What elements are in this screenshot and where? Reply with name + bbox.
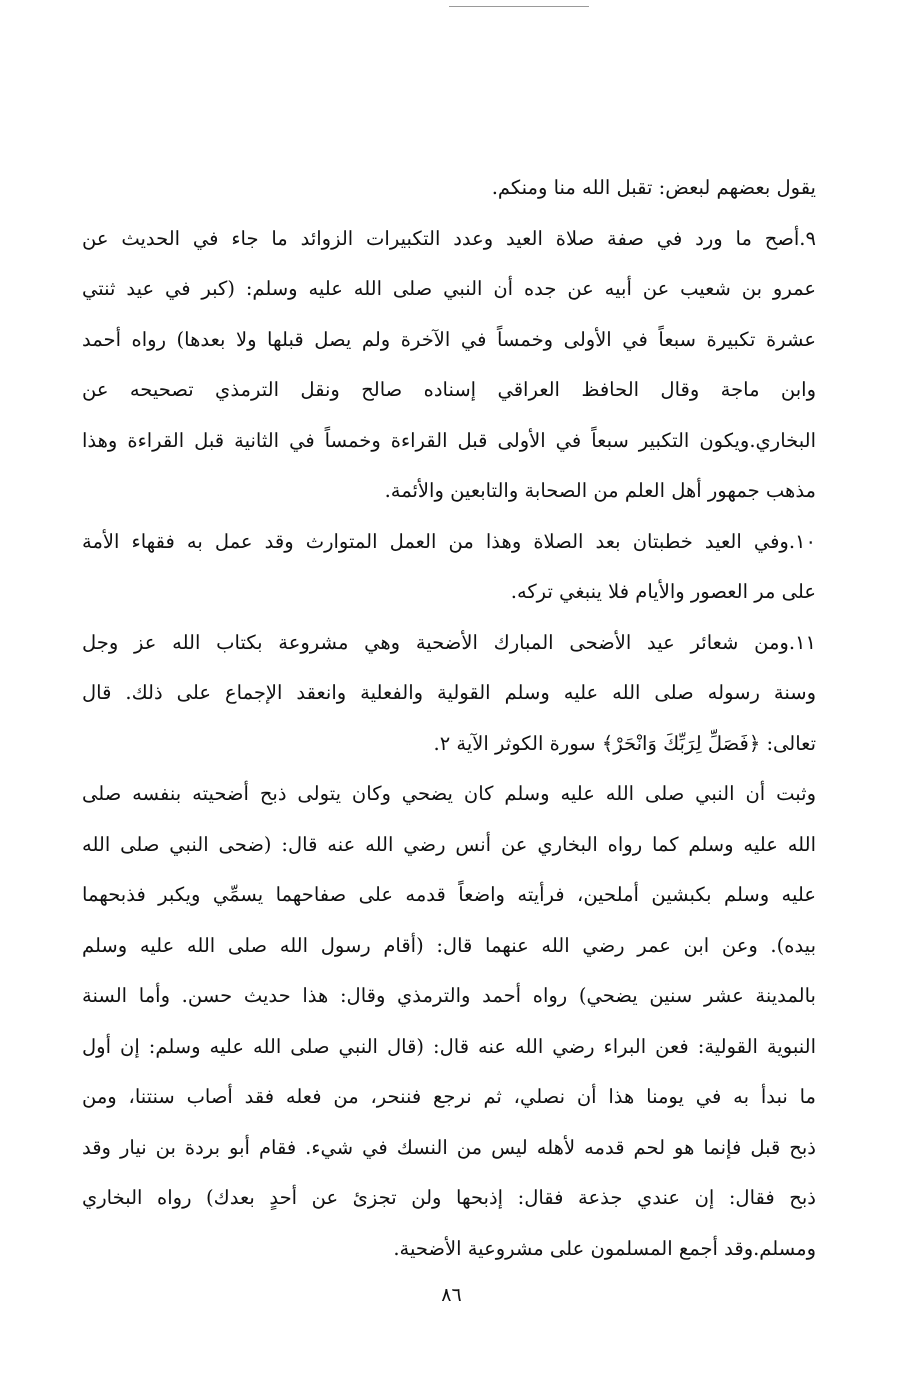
text-line: بيده). وعن ابن عمر رضي الله عنهما قال: (أقام رسول الله صلى الله عليه وسلم <box>82 933 816 957</box>
page-number: ٨٦ <box>441 1284 462 1306</box>
text-line: عشرة تكبيرة سبعاً في الأولى وخمساً في الآخرة ولم يصل قبلها ولا بعدها) رواه أحمد <box>82 327 816 351</box>
text-line: تعالى: ﴿فَصَلِّ لِرَبِّكَ وَانْحَرْ﴾ سورة الكوثر الآية ٢. <box>433 731 816 755</box>
text-line: ٩.أصح ما ورد في صفة صلاة العيد وعدد التكبيرات الزوائد ما جاء في الحديث عن <box>82 226 816 250</box>
text-line: يقول بعضهم لبعض: تقبل الله منا ومنكم. <box>491 176 816 199</box>
text-line: ذبح قبل فإنما هو لحم قدمه لأهله ليس من النسك في شيء. فقام أبو بردة بن نيار وقد <box>82 1135 816 1159</box>
text-line: مذهب جمهور أهل العلم من الصحابة والتابعين والأئمة. <box>384 479 816 502</box>
text-line: ١٠.وفي العيد خطبتان بعد الصلاة وهذا من العمل المتوارث وقد عمل به فقهاء الأمة <box>82 529 816 553</box>
top-divider <box>449 6 589 7</box>
text-line: عمرو بن شعيب عن أبيه عن جده أن النبي صلى الله عليه وسلم: (كبر في عيد ثنتي <box>82 277 816 300</box>
text-line: النبوية القولية: فعن البراء رضي الله عنه قال: (قال النبي صلى الله عليه وسلم: إن أول <box>82 1034 816 1058</box>
text-line: ١١.ومن شعائر عيد الأضحى المبارك الأضحية وهي مشروعة بكتاب الله عز وجل <box>82 630 816 654</box>
text-line: ومسلم.وقد أجمع المسلمون على مشروعية الأضحية. <box>393 1236 816 1260</box>
text-line: ذبح فقال: إن عندي جذعة فقال: إذبحها ولن تجزئ عن أحدٍ بعدك) رواه البخاري <box>82 1186 816 1209</box>
text-line: الله عليه وسلم كما رواه البخاري عن أنس رضي الله عنه قال: (ضحى النبي صلى الله <box>82 832 816 856</box>
text-line: وسنة رسوله صلى الله عليه وسلم القولية والفعلية وانعقد الإجماع على ذلك. قال <box>82 681 816 704</box>
text-line: بالمدينة عشر سنين يضحي) رواه أحمد والترمذي وقال: هذا حديث حسن. وأما السنة <box>82 984 816 1007</box>
text-line: عليه وسلم بكبشين أملحين، فرأيته واضعاً قدمه على صفاحهما يسمِّي ويكبر فذبحهما <box>82 883 816 906</box>
page-body <box>82 163 816 1274</box>
text-line: وابن ماجة وقال الحافظ العراقي إسناده صالح ونقل الترمذي تصحيحه عن <box>82 378 816 401</box>
text-line: ما نبدأ به في يومنا هذا أن نصلي، ثم نرجع فننحر، من فعله فقد أصاب سنتنا، ومن <box>82 1085 816 1108</box>
text-line: البخاري.ويكون التكبير سبعاً في الأولى قبل القراءة وخمساً في الثانية قبل القراءة وهذا <box>82 428 816 452</box>
text-line: على مر العصور والأيام فلا ينبغي تركه. <box>510 580 816 603</box>
text-line: وثبت أن النبي صلى الله عليه وسلم كان يضحي وكان يتولى ذبح أضحيته بنفسه صلى <box>82 782 816 805</box>
